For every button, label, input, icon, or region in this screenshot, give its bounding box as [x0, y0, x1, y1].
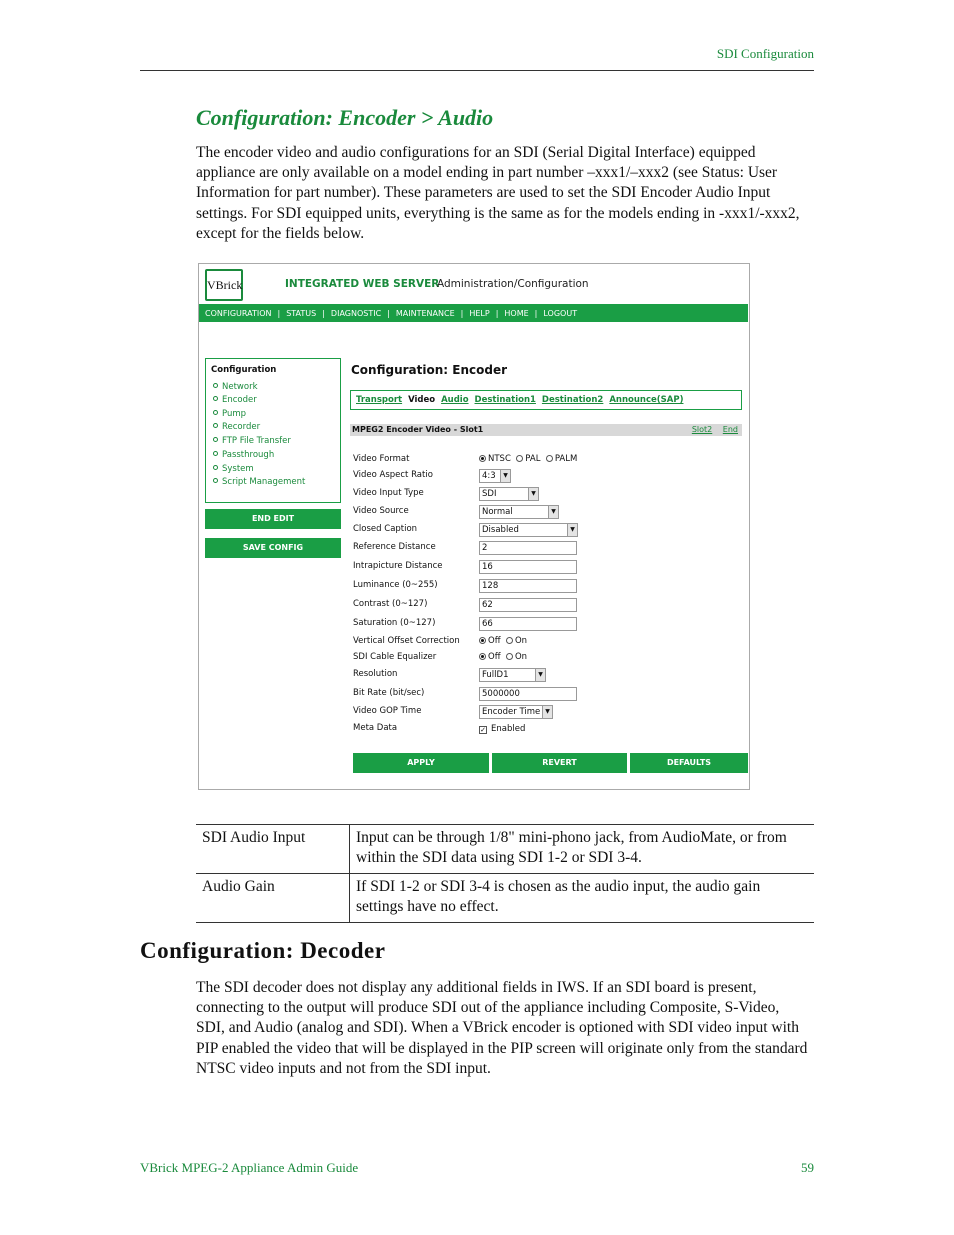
defaults-button[interactable]: DEFAULTS	[630, 753, 748, 773]
sidebar-heading: Configuration	[211, 365, 277, 375]
saturation-label: Saturation (0~127)	[353, 618, 436, 628]
meta-data-label: Meta Data	[353, 723, 398, 733]
gop-time-select[interactable]	[479, 705, 553, 719]
nav-status[interactable]: STATUS	[286, 308, 317, 318]
bullet-icon	[213, 396, 218, 401]
param-name: Audio Gain	[196, 874, 350, 923]
sidebar-item-label: Script Management	[222, 477, 306, 487]
revert-button[interactable]: REVERT	[492, 753, 627, 773]
nav-separator: |	[387, 308, 390, 318]
gop-time-label: Video GOP Time	[353, 706, 422, 716]
closed-caption-select[interactable]	[479, 523, 578, 537]
nav-separator: |	[495, 308, 499, 318]
sidebar-item-label: Encoder	[222, 395, 257, 405]
sidebar-item-system[interactable]	[213, 464, 254, 474]
intrapicture-distance-input[interactable]: 16	[479, 560, 577, 574]
radio-pal[interactable]	[516, 455, 523, 462]
radio-off-label: Off	[488, 652, 501, 662]
section-title-encoder-audio: Configuration: Encoder > Audio	[196, 105, 494, 130]
radio-vertical-offset-off[interactable]	[479, 637, 486, 644]
resolution-label: Resolution	[353, 669, 398, 679]
dropdown-arrow-icon: ▼	[567, 524, 577, 536]
slot-bar	[350, 424, 742, 436]
running-head: SDI Configuration	[716, 46, 814, 61]
sidebar-item-label: FTP File Transfer	[222, 436, 291, 446]
dropdown-arrow-icon: ▼	[535, 669, 545, 681]
sidebar-item-script[interactable]	[213, 477, 305, 487]
input-type-label: Video Input Type	[353, 488, 424, 498]
radio-equalizer-on[interactable]	[506, 653, 513, 660]
input-type-select[interactable]	[479, 487, 539, 501]
resolution-value: FullD1	[482, 670, 509, 680]
aspect-ratio-select[interactable]	[479, 469, 511, 483]
cable-equalizer-radios	[479, 652, 527, 662]
slot2-link[interactable]: Slot2	[691, 425, 713, 434]
parameter-table	[196, 824, 814, 923]
nav-bar	[199, 304, 748, 322]
reference-distance-label: Reference Distance	[353, 542, 436, 552]
reference-distance-input[interactable]: 2	[479, 541, 577, 555]
bullet-icon	[213, 423, 218, 428]
nav-separator: |	[460, 308, 464, 318]
decoder-paragraph: The SDI decoder does not display any additional fields in IWS. If an SDI board is present, connecting to the output will produce SDI out of the appliance including Composite, S-Video, SDI, and Audio (analog and SDI). When a VBrick encoder is optioned with SDI video input with PIP enabled the video that will be displayed in the PIP screen will originate only from the standard NTSC video inputs and not from the SDI input.	[196, 979, 808, 1077]
vbrick-logo: VBrick	[205, 269, 243, 301]
cable-equalizer-label: SDI Cable Equalizer	[353, 652, 437, 662]
sidebar-item-label: System	[222, 464, 254, 474]
nav-home[interactable]: HOME	[504, 308, 529, 318]
radio-palm[interactable]	[546, 455, 553, 462]
iws-screenshot	[198, 263, 750, 790]
nav-separator: |	[322, 308, 325, 318]
contrast-label: Contrast (0~127)	[353, 599, 428, 609]
contrast-input[interactable]: 62	[479, 598, 577, 612]
dropdown-arrow-icon: ▼	[548, 506, 558, 518]
vertical-offset-label: Vertical Offset Correction	[353, 636, 460, 646]
luminance-label: Luminance (0~255)	[353, 580, 438, 590]
nav-logout[interactable]: LOGOUT	[543, 308, 578, 318]
end-edit-button[interactable]: END EDIT	[205, 509, 341, 529]
tab-announce-sap[interactable]: Announce(SAP)	[609, 395, 684, 405]
slot-title: MPEG2 Encoder Video - Slot1	[352, 425, 484, 434]
bit-rate-input[interactable]: 5000000	[479, 687, 577, 701]
param-description: Input can be through 1/8" mini-phono jack, from AudioMate, or from within the SDI data using SDI 1-2 or SDI 3-4.	[356, 829, 787, 866]
aspect-ratio-label: Video Aspect Ratio	[353, 470, 433, 480]
bullet-icon	[213, 410, 218, 415]
sidebar-item-pump[interactable]	[213, 409, 246, 419]
radio-on-label: On	[514, 652, 528, 662]
resolution-select[interactable]	[479, 668, 546, 682]
dropdown-arrow-icon: ▼	[500, 470, 510, 482]
bullet-icon	[213, 437, 218, 442]
radio-on-label: On	[514, 636, 528, 646]
bullet-icon	[213, 465, 218, 470]
nav-configuration[interactable]: CONFIGURATION	[205, 308, 272, 318]
radio-ntsc[interactable]	[479, 455, 486, 462]
section-title-decoder: Configuration: Decoder	[140, 938, 386, 963]
tab-destination1[interactable]: Destination1	[474, 395, 536, 405]
sidebar-item-ftp[interactable]	[213, 436, 291, 446]
vertical-offset-radios	[479, 636, 527, 646]
bullet-icon	[213, 383, 218, 388]
sidebar-item-label: Pump	[222, 409, 247, 419]
sidebar-item-label: Recorder	[222, 422, 261, 432]
radio-off-label: Off	[488, 636, 501, 646]
closed-caption-value: Disabled	[482, 525, 519, 535]
aspect-ratio-value: 4:3	[482, 471, 496, 481]
radio-equalizer-off[interactable]	[479, 653, 486, 660]
video-source-label: Video Source	[353, 506, 409, 516]
nav-diagnostic[interactable]: DIAGNOSTIC	[330, 308, 382, 318]
footer-title: VBrick MPEG-2 Appliance Admin Guide	[140, 1160, 359, 1175]
closed-caption-label: Closed Caption	[353, 524, 418, 534]
nav-separator: |	[534, 308, 538, 318]
video-source-value: Normal	[482, 507, 513, 517]
dropdown-arrow-icon: ▼	[528, 488, 538, 500]
tab-destination2[interactable]: Destination2	[541, 395, 604, 405]
sidebar-item-network[interactable]	[213, 382, 258, 392]
video-format-radios	[479, 454, 577, 464]
iws-title: INTEGRATED WEB SERVER	[285, 278, 440, 290]
radio-palm-label: PALM	[554, 454, 578, 464]
nav-separator: |	[277, 308, 281, 318]
sidebar-item-recorder[interactable]	[213, 422, 260, 432]
iws-subtitle: Administration/Configuration	[437, 278, 589, 290]
meta-data-control	[479, 724, 525, 734]
luminance-input[interactable]: 128	[479, 579, 577, 593]
intrapicture-distance-label: Intrapicture Distance	[353, 561, 443, 571]
header-rule	[140, 70, 814, 71]
tab-video[interactable]: Video	[408, 395, 436, 405]
bullet-icon	[213, 451, 218, 456]
table-row	[196, 825, 814, 874]
video-source-select[interactable]	[479, 505, 559, 519]
dropdown-arrow-icon: ▼	[542, 706, 552, 718]
sidebar-item-label: Network	[222, 382, 258, 392]
page-number: 59	[801, 1160, 814, 1175]
sidebar-item-label: Passthrough	[222, 450, 275, 460]
meta-data-value: Enabled	[491, 724, 526, 734]
apply-button[interactable]: APPLY	[353, 753, 489, 773]
bit-rate-label: Bit Rate (bit/sec)	[353, 688, 425, 698]
sidebar-item-passthrough[interactable]	[213, 450, 274, 460]
saturation-input[interactable]: 66	[479, 617, 577, 631]
save-config-button[interactable]: SAVE CONFIG	[205, 538, 341, 558]
gop-time-value: Encoder Time	[482, 707, 541, 717]
nav-maintenance[interactable]: MAINTENANCE	[395, 308, 455, 318]
nav-help[interactable]: HELP	[469, 308, 490, 318]
tab-bar	[350, 390, 742, 410]
param-description: If SDI 1-2 or SDI 3-4 is chosen as the audio input, the audio gain settings have no effect.	[356, 878, 761, 915]
tab-transport[interactable]: Transport	[356, 395, 403, 405]
input-type-value: SDI	[482, 489, 497, 499]
radio-vertical-offset-on[interactable]	[506, 637, 513, 644]
meta-data-checkbox[interactable]: ✓	[480, 726, 486, 734]
radio-ntsc-label: NTSC	[488, 454, 511, 464]
table-row	[196, 874, 814, 923]
video-format-label: Video Format	[353, 454, 410, 464]
sidebar-item-encoder[interactable]	[213, 395, 257, 405]
tab-audio[interactable]: Audio	[441, 395, 469, 405]
radio-pal-label: PAL	[525, 454, 541, 464]
param-name: SDI Audio Input	[196, 825, 350, 874]
end-link[interactable]: End	[722, 425, 738, 434]
intro-paragraph: The encoder video and audio configurations for an SDI (Serial Digital Interface) equipped appliance are only available on a model ending in part number –xxx1/–xxx2 (see Status: User Information for part number). These parameters are used to set the SDI Encoder Audio Input settings. For SDI equipped units, everything is the same as for the models ending in -xxx1/-xxx2, except for the fields below.	[196, 144, 800, 242]
page-title: Configuration: Encoder	[351, 363, 507, 377]
bullet-icon	[213, 478, 218, 483]
